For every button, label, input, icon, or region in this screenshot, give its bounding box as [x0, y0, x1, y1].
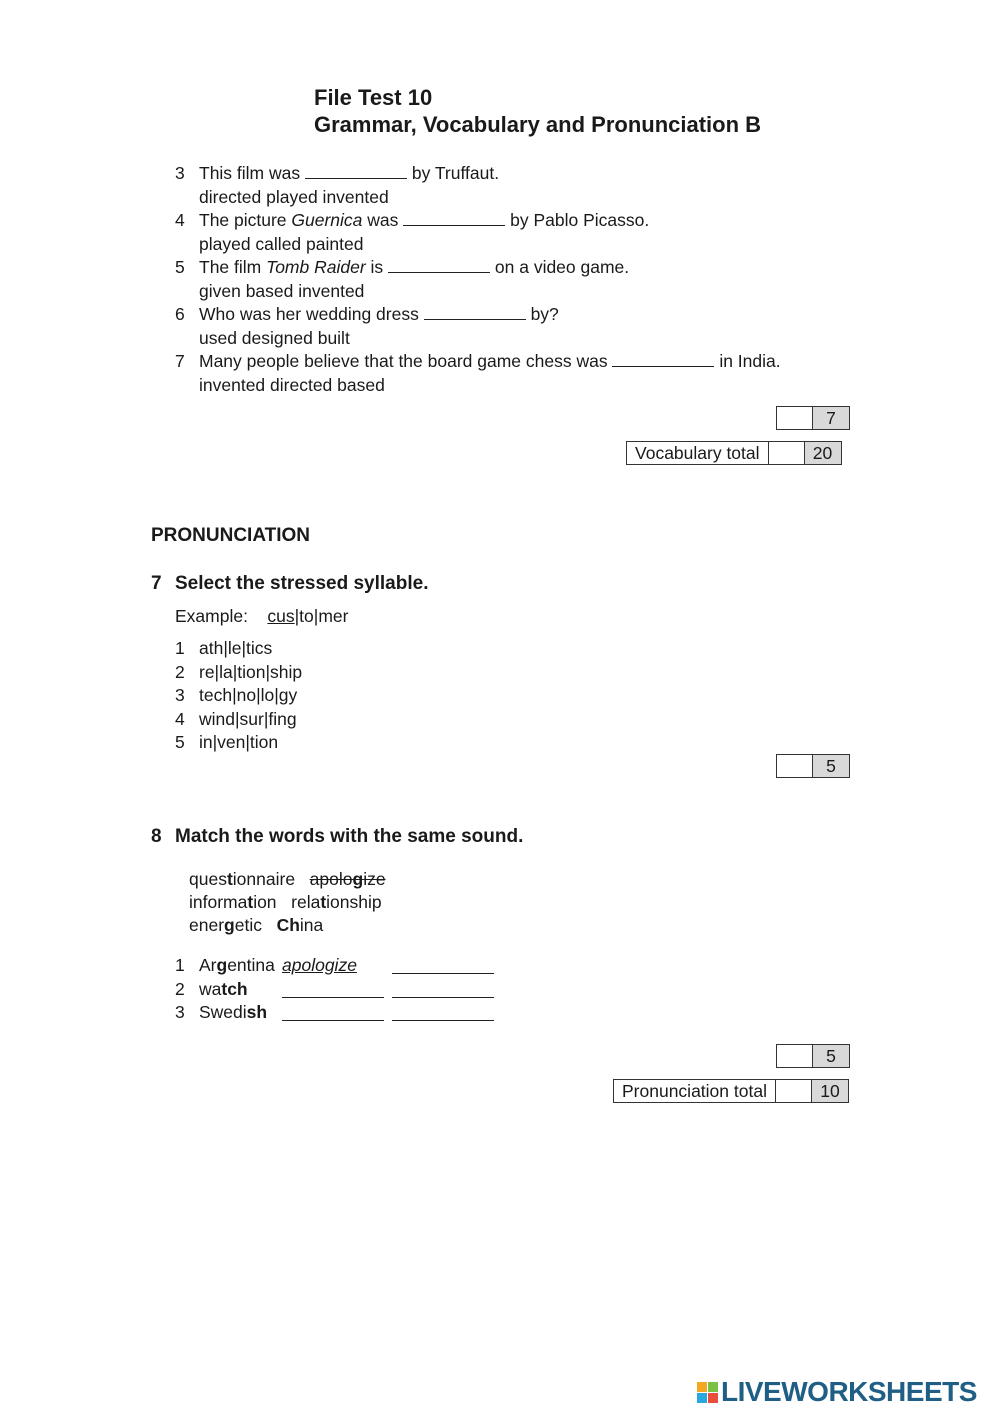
test-title: File Test 10 [314, 85, 433, 110]
match-item-1: 1 Argentina [175, 955, 275, 975]
answer-blank[interactable] [403, 210, 505, 226]
match-score: 5 [776, 1044, 850, 1068]
stress-score: 5 [776, 754, 850, 778]
stress-item[interactable]: 5 in|ven|tion [175, 732, 279, 752]
match-answer-example: apologize [282, 955, 357, 975]
brand-name: LIVEWORKSHEETS [721, 1376, 977, 1407]
match-blank[interactable] [392, 982, 494, 1003]
answer-blank[interactable] [388, 257, 490, 273]
answer-blank[interactable] [424, 304, 526, 320]
match-blank[interactable] [392, 958, 494, 979]
pronunciation-total-score: Pronunciation total 10 [613, 1079, 849, 1103]
vocab-section-score: 7 [776, 406, 850, 430]
test-subtitle: Grammar, Vocabulary and Pronunciation B [314, 112, 762, 137]
stress-item[interactable]: 3 tech|no|lo|gy [175, 685, 298, 705]
word-bank-row-3: energetic China [189, 915, 324, 935]
score-input[interactable] [777, 407, 813, 429]
vocab-total-score: Vocabulary total 20 [626, 441, 842, 465]
question-7-title: 7 Select the stressed syllable. [151, 573, 429, 594]
vocab-item-4: 4 The picture Guernica was by Pablo Picasso. [175, 210, 650, 230]
struck-word: apologize [309, 869, 386, 889]
match-item-3: 3 Swedish [175, 1002, 268, 1022]
vocab-item-7: 7 Many people believe that the board game chess was in India. [175, 351, 781, 371]
vocab-item-5: 5 The film Tomb Raider is on a video game. [175, 257, 630, 277]
vocab-options-5: given based invented [199, 281, 365, 301]
answer-blank[interactable] [612, 351, 714, 367]
stress-item[interactable]: 1 ath|le|tics [175, 638, 273, 658]
liveworksheets-logo [697, 1376, 977, 1408]
match-item-2: 2 watch [175, 979, 248, 999]
vocab-item-3: 3 This film was by Truffaut. [175, 163, 500, 183]
stress-example: Example: cus|to|mer [175, 606, 349, 626]
logo-icon [697, 1382, 718, 1403]
score-input[interactable] [777, 755, 813, 777]
vocab-options-7: invented directed based [199, 375, 385, 395]
score-input[interactable] [769, 442, 805, 464]
stress-item[interactable]: 4 wind|sur|fing [175, 709, 297, 729]
match-blank[interactable] [392, 1005, 494, 1026]
score-input[interactable] [777, 1045, 813, 1067]
answer-blank[interactable] [305, 163, 407, 179]
match-blank[interactable] [282, 982, 384, 1003]
stress-item[interactable]: 2 re|la|tion|ship [175, 662, 303, 682]
question-8-title: 8 Match the words with the same sound. [151, 826, 524, 847]
vocab-options-4: played called painted [199, 234, 364, 254]
vocab-options-3: directed played invented [199, 187, 389, 207]
vocab-options-6: used designed built [199, 328, 350, 348]
word-bank-row-1: questionnaire apologize [189, 869, 386, 889]
match-blank[interactable] [282, 1005, 384, 1026]
score-input[interactable] [776, 1080, 812, 1102]
word-bank-row-2: information relationship [189, 892, 382, 912]
section-heading: PRONUNCIATION [151, 525, 311, 546]
vocab-item-6: 6 Who was her wedding dress by? [175, 304, 559, 324]
